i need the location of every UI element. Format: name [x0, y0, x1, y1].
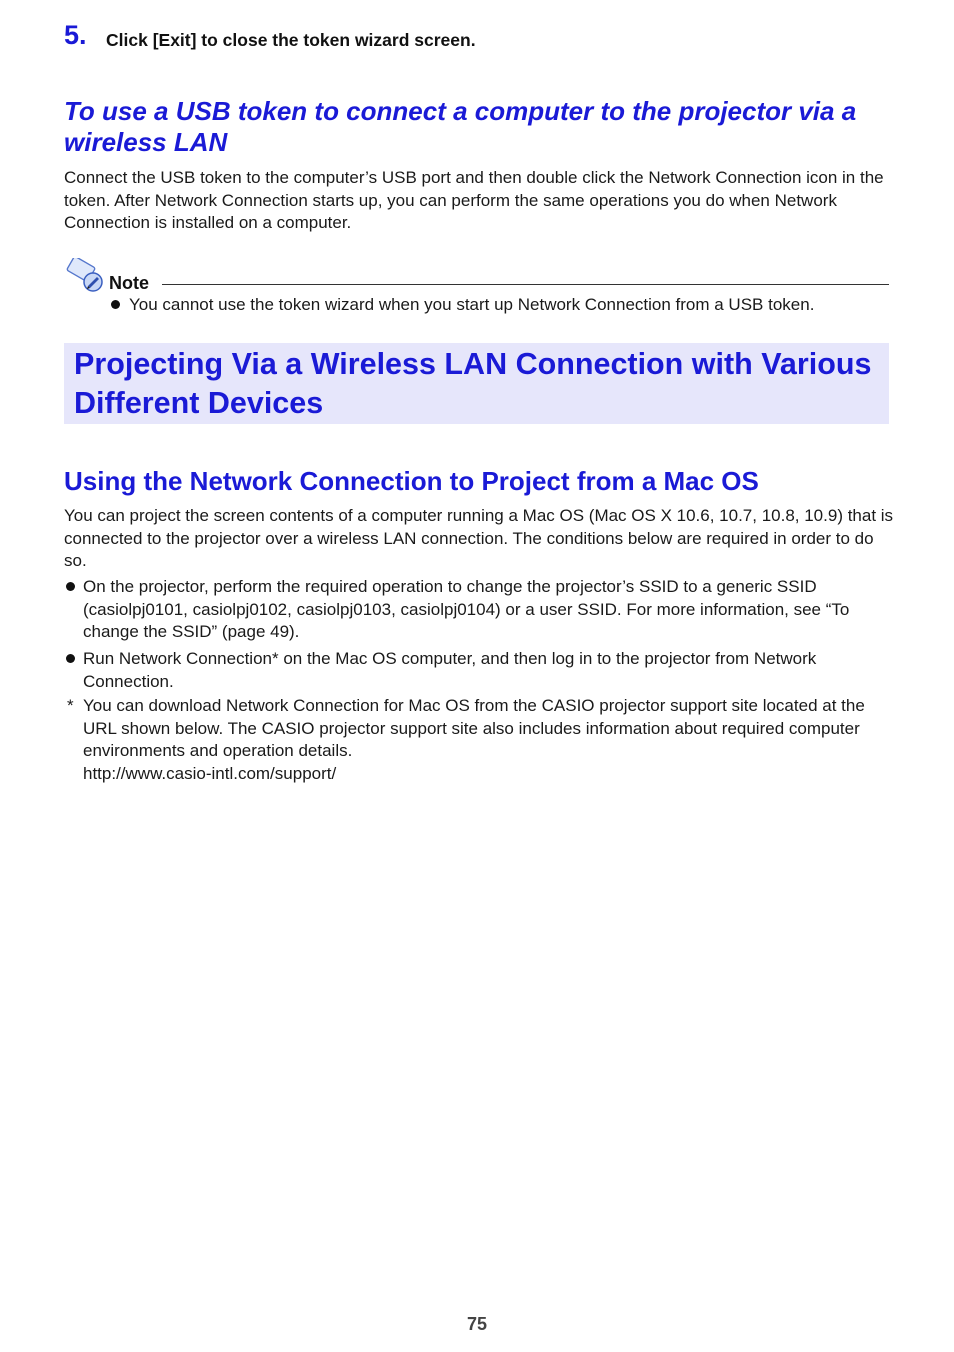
support-url: http://www.casio-intl.com/support/: [83, 764, 337, 783]
footnote-text: You can download Network Connection for Mac OS from the CASIO projector support site located at the URL shown below. The CASIO projector support site also includes information about required computer environments and operation details.: [83, 696, 865, 760]
step-number: 5.: [64, 20, 87, 50]
bullet-dot: [66, 654, 75, 663]
usb-token-paragraph: Connect the USB token to the computer’s USB port and then double click the Network Connection icon in the token. After Network Connection starts up, you can perform the same operations you do when Network Connection is installed on a computer.: [64, 168, 884, 232]
mac-os-paragraph: You can project the screen contents of a computer running a Mac OS (Mac OS X 10.6, 10.7, 10.8, 10.9) that is connected to the projector over a wireless LAN connection. The conditions below are required in order to do so.: [64, 506, 894, 570]
bullet-dot: [66, 582, 75, 591]
step-instruction: Click [Exit] to close the token wizard screen.: [106, 30, 476, 50]
section-heading: Projecting Via a Wireless LAN Connection with Various Different Devices: [74, 347, 872, 420]
page-number: 75: [466, 1314, 488, 1334]
usb-token-subheading: To use a USB token to connect a computer to the projector via a wireless LAN: [64, 96, 857, 157]
condition-item-ssid: On the projector, perform the required operation to change the projector’s SSID to a generic SSID (casiolpj0101, casiolpj0102, casiolpj0103, casiolpj0104) or a user SSID. For more information, see “To change the SSID” (page 49).: [83, 577, 850, 641]
note-item: You cannot use the token wizard when you start up Network Connection from a USB token.: [129, 295, 815, 314]
condition-item-login: Run Network Connection* on the Mac OS computer, and then log in to the projector from Network Connection.: [83, 649, 817, 691]
bullet-dot: [111, 300, 120, 309]
note-divider: [162, 284, 889, 285]
mac-os-heading: Using the Network Connection to Project from a Mac OS: [64, 466, 759, 496]
note-pencil-icon: [66, 258, 106, 294]
note-label: Note: [109, 273, 149, 293]
footnote-mark: *: [67, 696, 74, 715]
